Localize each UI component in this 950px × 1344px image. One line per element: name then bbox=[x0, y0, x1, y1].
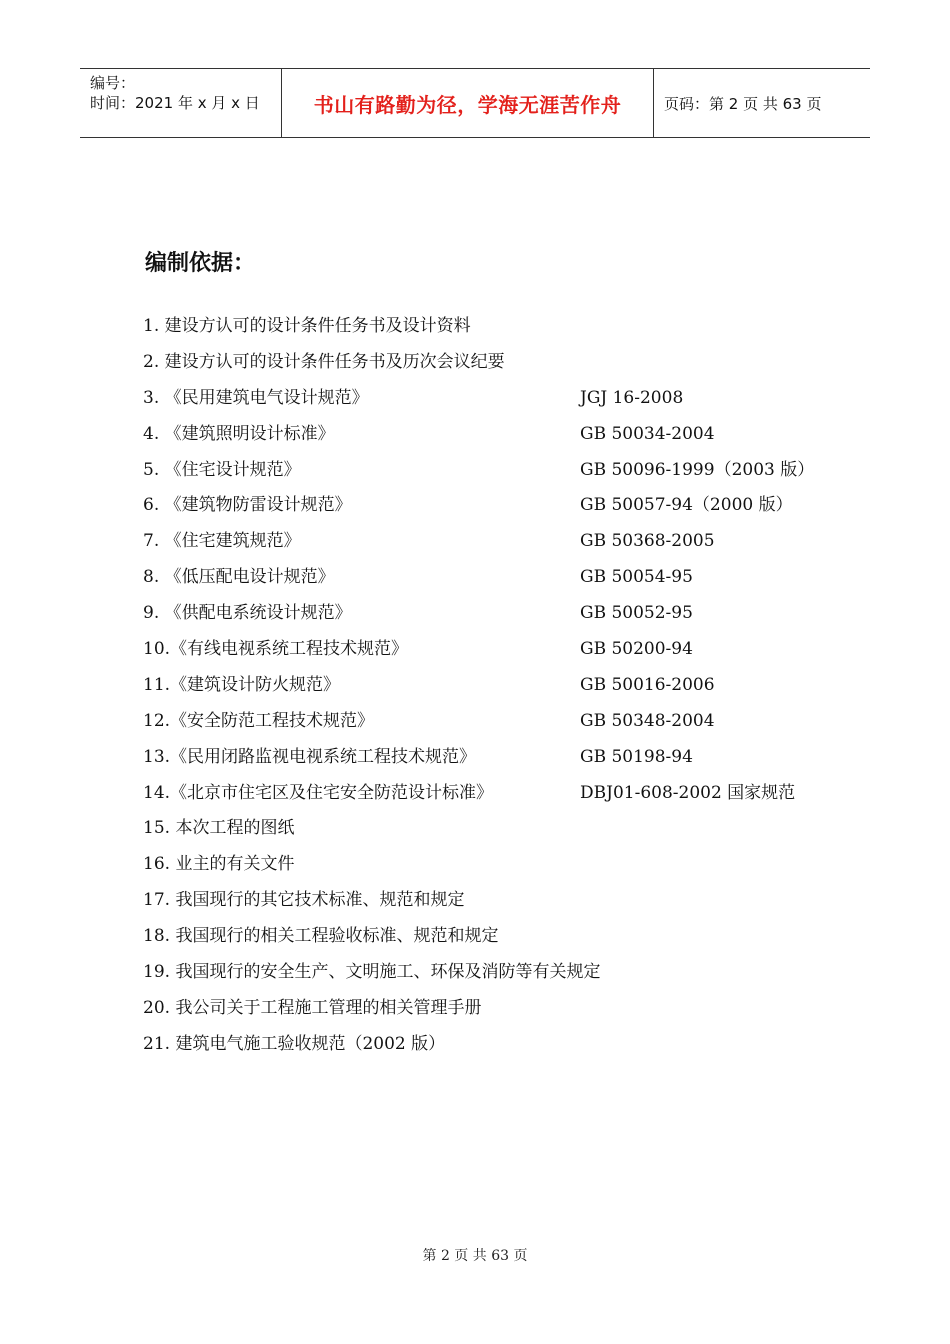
reference-title: 15. 本次工程的图纸 bbox=[143, 818, 295, 839]
reference-item bbox=[143, 348, 843, 384]
section-title: 编制依据： bbox=[145, 251, 256, 276]
reference-code: GB 50348-2004 bbox=[580, 710, 715, 731]
reference-code: GB 50016-2006 bbox=[580, 674, 715, 695]
reference-item bbox=[143, 922, 843, 958]
reference-title: 4. 《建筑照明设计标准》 bbox=[143, 423, 335, 444]
reference-item bbox=[143, 312, 843, 348]
reference-item bbox=[143, 635, 843, 671]
reference-title: 5. 《住宅设计规范》 bbox=[143, 459, 301, 480]
reference-item bbox=[143, 743, 843, 779]
page-header bbox=[80, 68, 870, 138]
header-page-number: 页码：第 2 页 共 63 页 bbox=[664, 94, 822, 113]
reference-item bbox=[143, 958, 843, 994]
reference-title: 18. 我国现行的相关工程验收标准、规范和规定 bbox=[143, 926, 499, 947]
reference-item bbox=[143, 707, 843, 743]
reference-item bbox=[143, 779, 843, 815]
reference-title: 8. 《低压配电设计规范》 bbox=[143, 567, 335, 588]
reference-code: GB 50054-95 bbox=[580, 567, 693, 588]
reference-code: GB 50034-2004 bbox=[580, 423, 715, 444]
reference-item bbox=[143, 420, 843, 456]
reference-title: 7. 《住宅建筑规范》 bbox=[143, 531, 301, 552]
reference-title: 1. 建设方认可的设计条件任务书及设计资料 bbox=[143, 316, 471, 336]
reference-code: GB 50052-95 bbox=[580, 603, 693, 624]
reference-title: 14.《北京市住宅区及住宅安全防范设计标准》 bbox=[143, 782, 494, 803]
reference-item bbox=[143, 599, 843, 635]
reference-title: 6. 《建筑物防雷设计规范》 bbox=[143, 495, 352, 516]
reference-title: 10.《有线电视系统工程技术规范》 bbox=[143, 639, 409, 660]
reference-code: GB 50198-94 bbox=[580, 746, 693, 767]
reference-code: GB 50200-94 bbox=[580, 639, 693, 660]
header-page-cell bbox=[654, 69, 870, 137]
reference-title: 19. 我国现行的安全生产、文明施工、环保及消防等有关规定 bbox=[143, 962, 601, 983]
reference-item bbox=[143, 994, 843, 1030]
reference-item bbox=[143, 491, 843, 527]
reference-title: 13.《民用闭路监视电视系统工程技术规范》 bbox=[143, 746, 477, 767]
reference-item bbox=[143, 1030, 843, 1066]
reference-title: 9. 《供配电系统设计规范》 bbox=[143, 603, 352, 624]
reference-item bbox=[143, 850, 843, 886]
reference-title: 16. 业主的有关文件 bbox=[143, 854, 295, 875]
reference-item bbox=[143, 563, 843, 599]
reference-code: GB 50057-94（2000 版） bbox=[580, 495, 793, 516]
reference-code: JGJ 16-2008 bbox=[580, 387, 684, 408]
reference-item bbox=[143, 814, 843, 850]
reference-code: GB 50368-2005 bbox=[580, 531, 715, 552]
reference-title: 21. 建筑电气施工验收规范（2002 版） bbox=[143, 1033, 446, 1054]
reference-code: GB 50096-1999（2003 版） bbox=[580, 459, 815, 480]
reference-title: 11.《建筑设计防火规范》 bbox=[143, 674, 341, 695]
reference-item bbox=[143, 886, 843, 922]
reference-item bbox=[143, 384, 843, 420]
reference-code: DBJ01-608-2002 国家规范 bbox=[580, 782, 796, 803]
document-date-label: 时间：2021 年 x 月 x 日 bbox=[90, 94, 260, 112]
reference-item bbox=[143, 527, 843, 563]
document-number-label: 编号： bbox=[90, 74, 136, 92]
reference-title: 12.《安全防范工程技术规范》 bbox=[143, 710, 375, 731]
reference-item bbox=[143, 671, 843, 707]
reference-title: 17. 我国现行的其它技术标准、规范和规定 bbox=[143, 890, 465, 911]
header-meta-cell bbox=[80, 69, 282, 137]
footer-page-number: 第 2 页 共 63 页 bbox=[422, 1248, 528, 1264]
header-motto: 书山有路勤为径，学海无涯苦作舟 bbox=[313, 92, 622, 117]
reference-title: 2. 建设方认可的设计条件任务书及历次会议纪要 bbox=[143, 351, 505, 372]
reference-item bbox=[143, 456, 843, 492]
reference-title: 3. 《民用建筑电气设计规范》 bbox=[143, 387, 369, 408]
reference-title: 20. 我公司关于工程施工管理的相关管理手册 bbox=[143, 997, 482, 1018]
header-motto-cell bbox=[282, 69, 654, 137]
page-footer bbox=[0, 1245, 950, 1265]
reference-list bbox=[143, 312, 843, 1066]
